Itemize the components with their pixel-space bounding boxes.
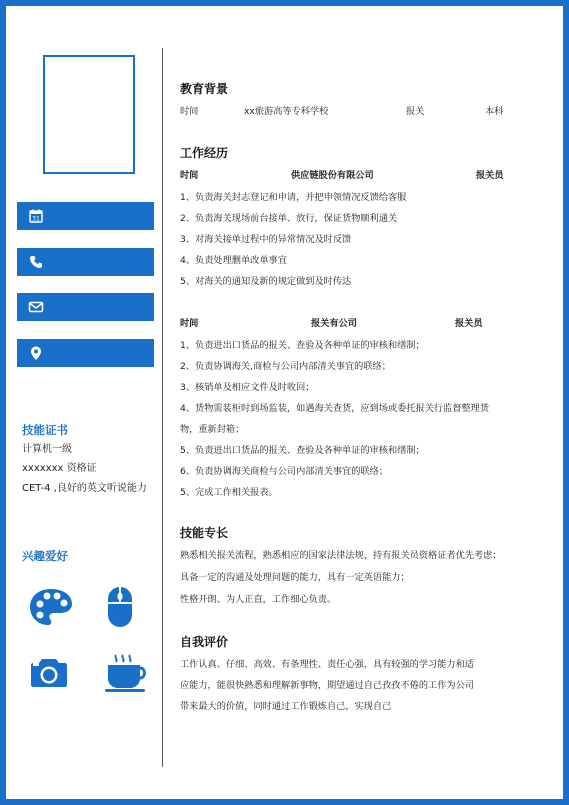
job1-item: 2、负责海关现场前台接单、放行，保证货物顺利通关 <box>180 213 398 224</box>
contact-bar-phone <box>17 248 154 276</box>
self-eval-heading: 自我评价 <box>180 635 229 649</box>
job2-company: 报关有公司 <box>311 318 357 329</box>
palette-icon <box>28 587 74 627</box>
job1-item: 1、负责海关封志登记和申请，并把申领情况反馈给客服 <box>180 192 407 203</box>
cert-item: 计算机一级 <box>22 444 72 455</box>
hobbies-heading: 兴趣爱好 <box>22 549 68 563</box>
job2-item: 5、完成工作相关报表。 <box>180 487 278 498</box>
skills-cert-heading: 技能证书 <box>22 423 68 437</box>
job2-item: 6、负责协调海关商检与公司内部清关事宜的联络； <box>180 466 388 477</box>
contact-bar-email <box>17 293 154 321</box>
job2-item: 3、核销单及相应文件及时收回； <box>180 382 315 393</box>
job2-item: 4、货物需装柜时到场监装，如遇海关查货，应到场或委托报关行监督整理货 <box>180 403 490 414</box>
job2-item: 2、负责协调海关,商检与公司内部清关事宜的联络； <box>180 361 391 372</box>
photo-placeholder <box>43 55 135 174</box>
skills-line: 具备一定的沟通及处理问题的能力，具有一定英语能力； <box>180 572 410 583</box>
location-icon <box>28 345 44 361</box>
education-heading: 教育背景 <box>180 82 229 96</box>
job1-item: 3、对海关接单过程中的异常情况及时反馈 <box>180 234 352 245</box>
job1-title: 报关员 <box>476 170 504 181</box>
column-divider <box>162 48 163 767</box>
job1-item: 4、负责处理删单改单事宜 <box>180 255 287 266</box>
job1-time: 时间 <box>180 170 199 181</box>
education-school: xx旅游高等专科学校 <box>244 106 329 117</box>
job2-item: 物，重新封箱； <box>180 424 245 435</box>
calendar-icon <box>28 208 44 224</box>
mail-icon <box>28 299 44 315</box>
svg-text:31: 31 <box>32 215 40 223</box>
job2-item: 5、负责进出口货品的报关、查验及各种单证的审核和缮制； <box>180 445 425 456</box>
contact-bar-address <box>17 339 154 367</box>
job1-company: 供应链股份有限公司 <box>291 170 374 181</box>
self-eval-line: 带来最大的价值，同时通过工作锻炼自己，实现自己 <box>180 701 392 712</box>
work-heading: 工作经历 <box>180 146 229 160</box>
self-eval-line: 应能力，能很快熟悉和理解新事物，期望通过自己孜孜不倦的工作为公司 <box>180 680 474 691</box>
coffee-icon <box>104 653 148 693</box>
cert-item: CET-4 ,良好的英文听说能力 <box>22 483 147 494</box>
skills-line: 熟悉相关报关流程，熟悉相应的国家法律法规，持有报关员资格证者优先考虑； <box>180 550 502 561</box>
education-major: 报关 <box>406 106 425 117</box>
camera-icon <box>30 656 68 688</box>
job2-item: 1、负责进出口货品的报关、查验及各种单证的审核和缮制； <box>180 340 425 351</box>
contact-bar-birthday <box>17 202 154 230</box>
skills-line: 性格开朗、为人正直，工作细心负责。 <box>180 594 337 605</box>
skills-heading: 技能专长 <box>180 526 229 540</box>
cert-item: xxxxxxx 资格证 <box>22 463 97 474</box>
self-eval-line: 工作认真、仔细、高效、有条理性、责任心强，具有较强的学习能力和适 <box>180 659 474 670</box>
education-degree: 本科 <box>485 106 504 117</box>
job2-time: 时间 <box>180 318 199 329</box>
mouse-icon <box>106 585 134 629</box>
job1-item: 5、对海关的通知及新的规定做到及时传达 <box>180 276 352 287</box>
education-time: 时间 <box>180 106 199 117</box>
phone-icon <box>28 254 44 270</box>
job2-title: 报关员 <box>455 318 483 329</box>
